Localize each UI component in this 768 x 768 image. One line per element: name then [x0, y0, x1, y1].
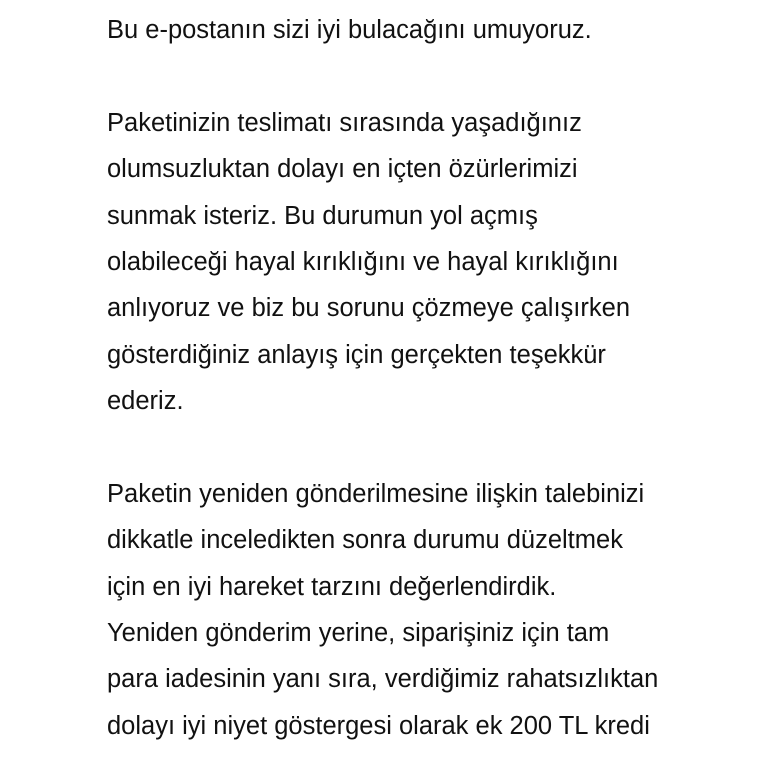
text-line: para iadesinin yanı sıra, verdiğimiz rahatsızlıktan — [107, 665, 659, 694]
email-message-content — [107, 7, 757, 768]
text-line: olumsuzluktan dolayı en içten özürlerimizi — [107, 155, 578, 184]
paragraph-apology — [107, 100, 757, 425]
text-line: Paketin yeniden gönderilmesine ilişkin talebinizi — [107, 479, 645, 508]
text-line: Yeniden gönderim yerine, siparişiniz için tam — [107, 619, 610, 648]
text-line: Bu e-postanın sizi iyi bulacağını umuyoruz. — [107, 16, 592, 44]
paragraph-greeting — [107, 7, 757, 53]
text-line: sunmak isteriz. Bu durumun yol açmış — [107, 201, 538, 230]
text-line: olabileceği hayal kırıklığını ve hayal kırıklığını — [107, 247, 619, 276]
text-line: anlıyoruz ve biz bu sorunu çözmeye çalışırken — [107, 294, 630, 323]
paragraph-resolution — [107, 471, 757, 749]
text-line: için en iyi hareket tarzını değerlendirdik. — [107, 572, 557, 601]
text-line: Paketinizin teslimatı sırasında yaşadığınız — [107, 108, 582, 137]
text-line: dolayı iyi niyet göstergesi olarak ek 200 TL kredi — [107, 711, 650, 740]
text-line: dikkatle inceledikten sonra durumu düzeltmek — [107, 526, 623, 555]
text-line: gösterdiğiniz anlayış için gerçekten teşekkür — [107, 340, 606, 369]
text-line: ederiz. — [107, 387, 184, 416]
